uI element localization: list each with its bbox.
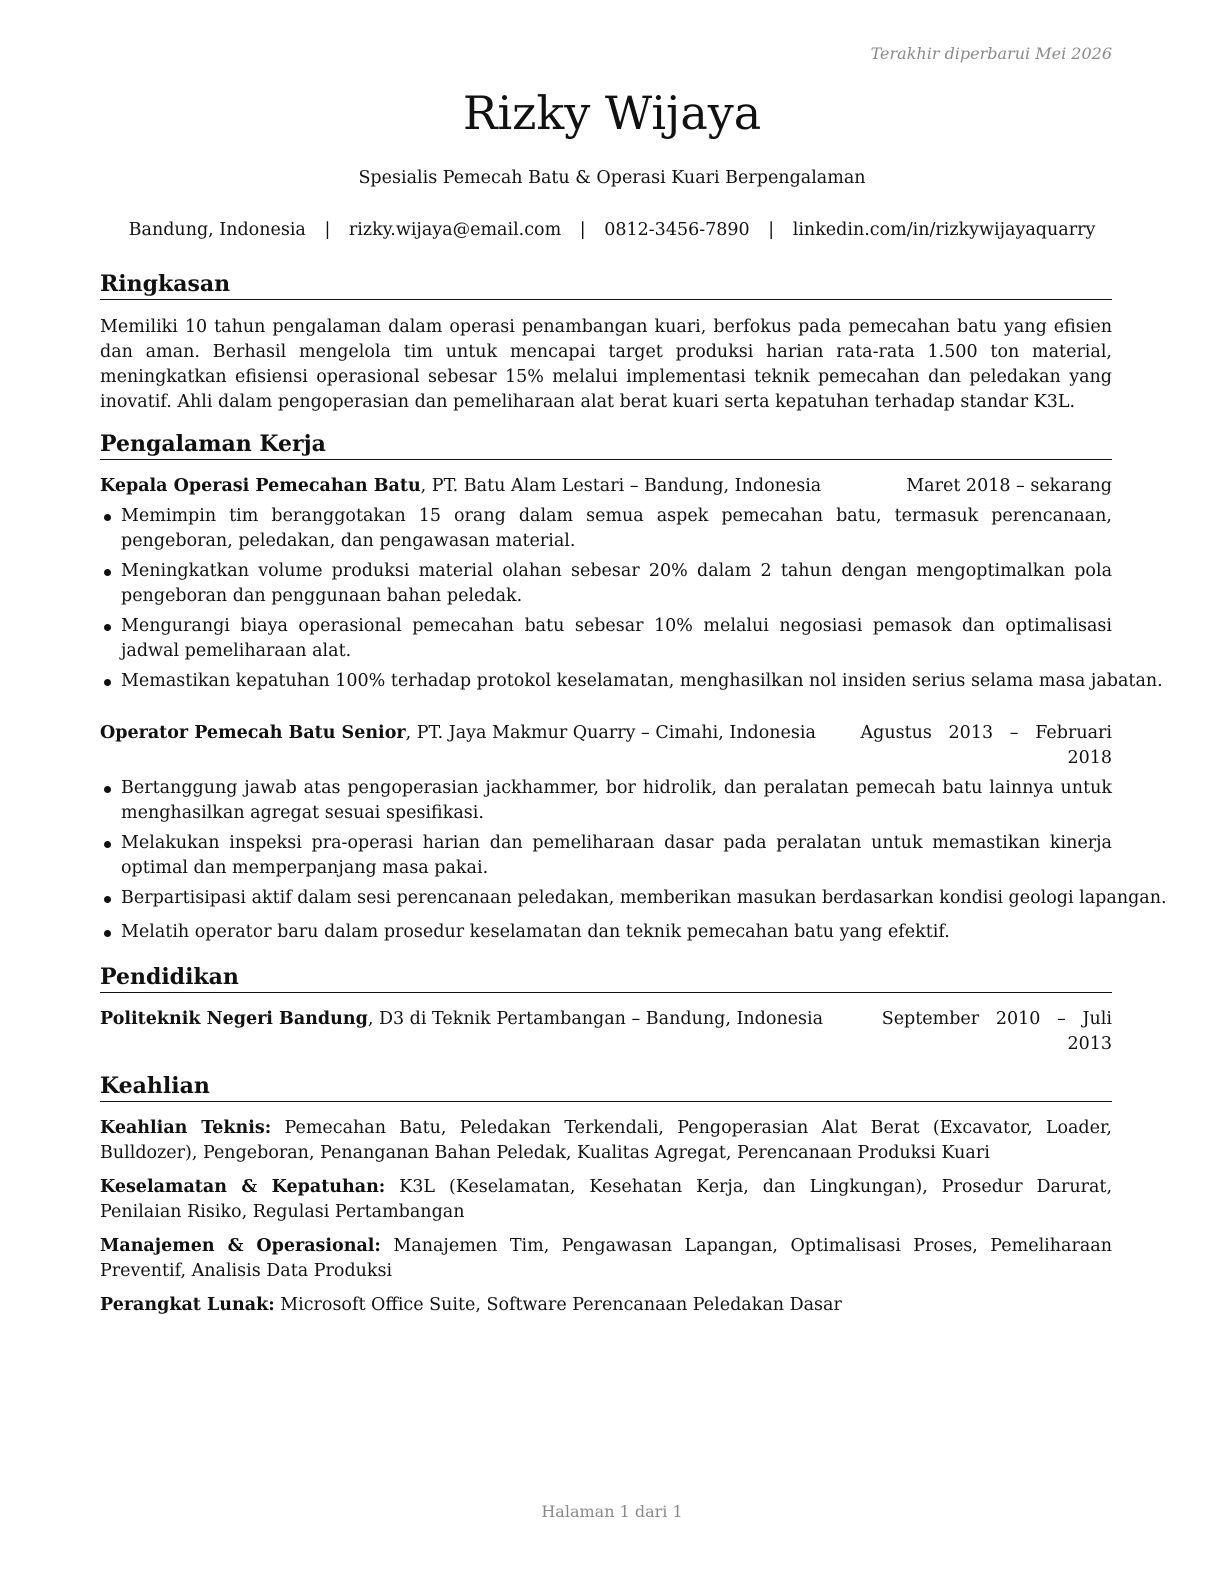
contact-separator: | [324,220,331,240]
section-title-education: Pendidikan [100,963,1112,993]
school-name: Politeknik Negeri Bandung [100,1009,368,1029]
job-dates: Maret 2018 – sekarang [906,476,1112,496]
list-item: Berpartisipasi aktif dalam sesi perencanaan peledakan, memberikan masukan berdasarkan kondisi geologi lapangan. [100,886,1112,911]
skill-group: Manajemen & Operasional: Manajemen Tim, Pengawasan Lapangan, Optimalisasi Proses, Pemeliharaan Preventif, Analisis Data Produksi [100,1236,1112,1281]
skill-group: Perangkat Lunak: Microsoft Office Suite, Software Perencanaan Peledakan Dasar [100,1295,842,1315]
list-item: Memimpin tim beranggotakan 15 orang dalam semua aspek pemecahan batu, termasuk perencanaan, pengeboran, peledakan, dan pengawasan material. [100,504,1112,554]
list-item: Mengurangi biaya operasional pemecahan batu sebesar 10% melalui negosiasi pemasok dan optimalisasi jadwal pemeliharaan alat. [100,614,1112,664]
list-item: Memastikan kepatuhan 100% terhadap protokol keselamatan, menghasilkan nol insiden serius selama masa jabatan. [100,669,1112,694]
contact-separator: | [768,220,775,240]
contact-email[interactable]: rizky.wijaya@email.com [348,220,562,240]
list-item: Melakukan inspeksi pra-operasi harian dan pemeliharaan dasar pada peralatan untuk memastikan kinerja optimal dan memperpanjang masa pakai. [100,831,1112,881]
contact-linkedin[interactable]: linkedin.com/in/rizkywijayaquarry [792,220,1096,240]
page-number: Halaman 1 dari 1 [541,1502,683,1521]
job-company: , PT. Batu Alam Lestari – Bandung, Indonesia [420,476,822,496]
education-entry [100,1007,1112,1057]
job-bullets [100,776,1167,950]
education-dates: September 2010 – Juli 2013 [881,1009,1112,1054]
last-updated: Terakhir diperbarui Mei 2026 [870,44,1112,63]
summary-text: Memiliki 10 tahun pengalaman dalam operasi penambangan kuari, berfokus pada pemecahan batu yang efisien dan aman. Berhasil mengelola tim untuk mencapai target produksi harian rata-rata 1.500 ton material, meningkatkan efisiensi operasional sebesar 15% melalui implementasi teknik pemecahan dan peledakan yang inovatif. Ahli dalam pengoperasian dan pemeliharaan alat berat kuari serta kepatuhan terhadap standar K3L. [100,317,1112,412]
skill-group: Keahlian Teknis: Pemecahan Batu, Peledakan Terkendali, Pengoperasian Alat Berat (Excavator, Loader, Bulldozer), Pengeboran, Penanganan Bahan Peledak, Kualitas Agregat, Perencanaan Produksi Kuari [100,1118,1112,1163]
list-item: Meningkatkan volume produksi material olahan sebesar 20% dalam 2 tahun dengan mengoptimalkan pola pengeboran dan penggunaan bahan peledak. [100,559,1112,609]
degree-info: , D3 di Teknik Pertambangan – Bandung, Indonesia [367,1009,824,1029]
section-title-skills: Keahlian [100,1072,1112,1102]
skill-group: Keselamatan & Kepatuhan: K3L (Keselamatan, Kesehatan Kerja, dan Lingkungan), Prosedur Darurat, Penilaian Risiko, Regulasi Pertambangan [100,1177,1113,1222]
contact-location: Bandung, Indonesia [128,220,306,240]
job-role: Kepala Operasi Pemecahan Batu [100,476,421,496]
list-item: Bertanggung jawab atas pengoperasian jackhammer, bor hidrolik, dan peralatan pemecah batu lainnya untuk menghasilkan agregat sesuai spesifikasi. [100,776,1112,826]
job-dates: Agustus 2013 – Februari 2018 [860,723,1112,768]
list-item: Melatih operator baru dalam prosedur keselamatan dan teknik pemecahan batu yang efektif. [100,920,1112,945]
contact-separator: | [579,220,586,240]
section-title-summary: Ringkasan [100,270,1112,300]
candidate-name: Rizky Wijaya [462,86,762,140]
section-title-experience: Pengalaman Kerja [100,430,1112,460]
job-company: , PT. Jaya Makmur Quarry – Cimahi, Indonesia [405,723,816,743]
job-bullets [100,504,1163,699]
job-role: Operator Pemecah Batu Senior [100,723,406,743]
candidate-tagline: Spesialis Pemecah Batu & Operasi Kuari Berpengalaman [358,168,866,188]
contact-line [0,220,1224,240]
job-header [100,474,1112,499]
contact-phone[interactable]: 0812-3456-7890 [604,220,750,240]
job-header [100,721,1112,771]
